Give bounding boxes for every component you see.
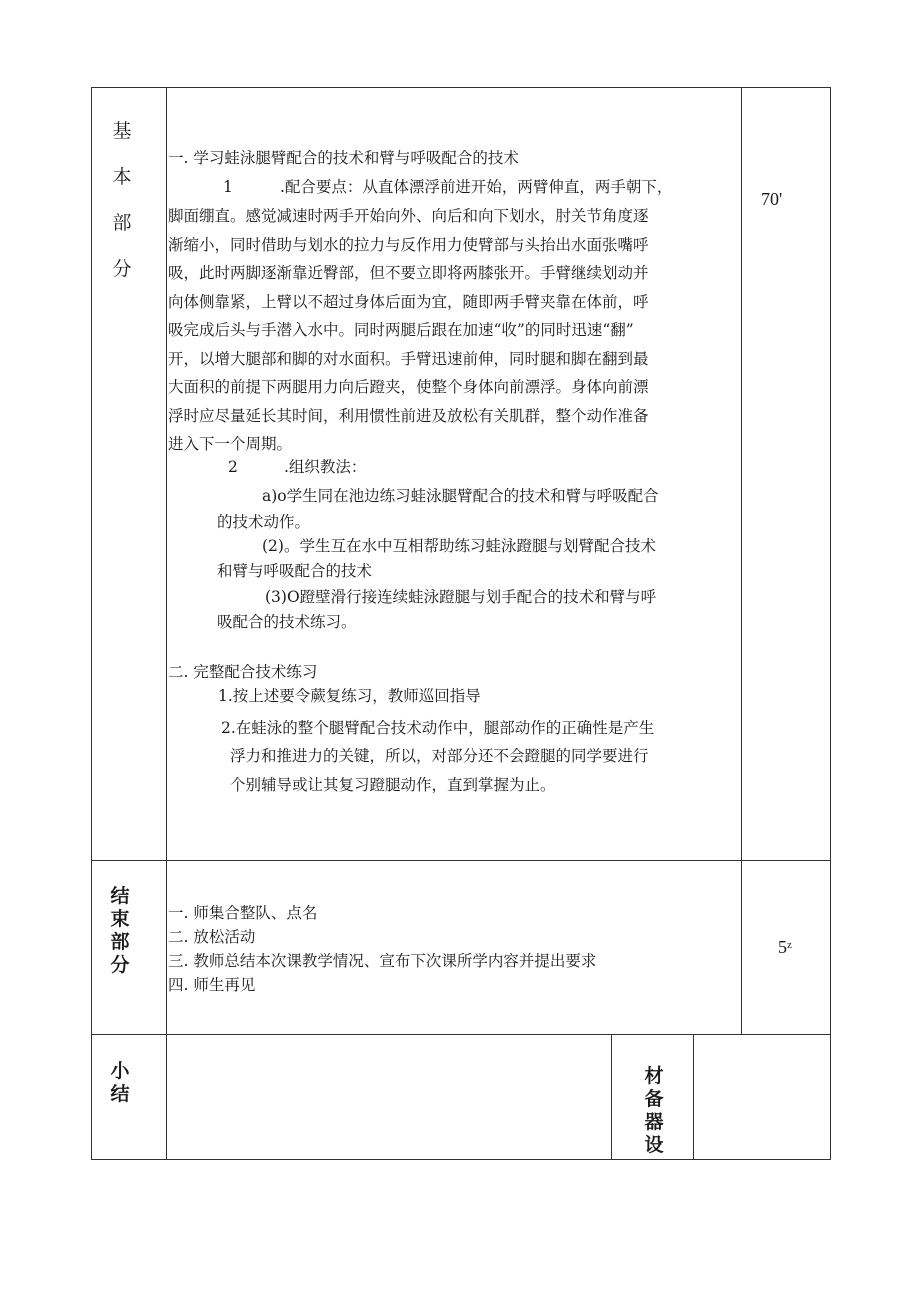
ending-item: 三. 教师总结本次课教学情况、宣布下次课所学内容并提出要求 bbox=[168, 952, 597, 970]
label-char: 基 bbox=[112, 120, 132, 142]
para-1-line: 开，以增大腿部和脚的对水面积。手臂迅速前伸，同时腿和脚在翻到最 bbox=[168, 350, 649, 368]
summary-content bbox=[168, 1035, 611, 1160]
sub-a-line: 的技术动作。 bbox=[217, 513, 311, 531]
sub-2-line: (2)。学生互在水中互相帮助练习蛙泳蹬腿与划臂配合技术 bbox=[262, 537, 656, 555]
sub-2-line: 和臂与呼吸配合的技术 bbox=[217, 562, 373, 580]
ending-time: 5ᶻ bbox=[778, 937, 792, 957]
label-char: 备 bbox=[644, 1088, 664, 1110]
para-2-1: 1.按上述要令蕨复练习，教师巡回指导 bbox=[218, 687, 481, 705]
para-2-2-line: 浮力和推进力的关键，所以，对部分还不会蹬腿的同学要进行 bbox=[230, 747, 649, 765]
lesson-table bbox=[91, 87, 831, 1160]
equipment-label bbox=[642, 1065, 666, 1157]
item-2-number: 2 bbox=[228, 458, 238, 476]
heading-1: 一. 学习蛙泳腿臂配合的技术和臂与呼吸配合的技术 bbox=[168, 149, 519, 167]
basic-section-content bbox=[168, 88, 740, 858]
ending-item: 一. 师集合整队、点名 bbox=[168, 904, 318, 922]
sub-a-line: a)o学生同在池边练习蛙泳腿臂配合的技术和臂与呼吸配合 bbox=[262, 487, 659, 505]
sub-3-line: 吸配合的技术练习。 bbox=[217, 613, 357, 631]
para-1-line: .配合要点：从直体漂浮前进开始，两臂伸直，两手朝下， bbox=[280, 178, 673, 196]
item-1-number: 1 bbox=[223, 178, 233, 196]
divider-label-column bbox=[166, 88, 167, 1160]
para-2-2-line: 2.在蛙泳的整个腿臂配合技术动作中，腿部动作的正确性是产生 bbox=[221, 719, 655, 737]
ending-section-label bbox=[108, 885, 132, 977]
label-char: 器 bbox=[644, 1111, 664, 1133]
label-char: 部 bbox=[110, 931, 130, 953]
para-2-2-line: 个别辅导或让其复习蹬腿动作，直到掌握为止。 bbox=[230, 776, 556, 794]
para-1-line: 渐缩小，同时借助与划水的拉力与反作用力使臂部与头抬出水面张嘴呼 bbox=[168, 236, 649, 254]
para-1-line: 吸完成后头与手潜入水中。同时两腿后跟在加速“收”的同时迅速“翻” bbox=[168, 321, 634, 339]
label-char: 小 bbox=[110, 1060, 130, 1082]
label-char: 分 bbox=[112, 258, 132, 280]
ending-section-content bbox=[168, 860, 740, 1034]
para-1-line: 大面积的前提下两腿用力向后蹬夹，使整个身体向前漂浮。身体向前漂 bbox=[168, 378, 649, 396]
label-char: 设 bbox=[644, 1134, 664, 1156]
basic-section-label bbox=[110, 108, 134, 292]
equipment-content bbox=[694, 1035, 830, 1160]
label-char: 束 bbox=[110, 908, 130, 930]
label-char: 分 bbox=[110, 954, 130, 976]
summary-section-label bbox=[108, 1060, 132, 1106]
basic-time: 70' bbox=[761, 189, 783, 209]
heading-2: 二. 完整配合技术练习 bbox=[168, 663, 318, 681]
sub-3-line: (3)O蹬壁滑行接连续蛙泳蹬腿与划手配合的技术和臂与呼 bbox=[265, 588, 657, 606]
divider-time-column bbox=[741, 88, 742, 1035]
label-char: 材 bbox=[644, 1065, 664, 1087]
para-1-line: 浮时应尽量延长其时间，利用惯性前进及放松有关肌群，整个动作准备 bbox=[168, 407, 649, 425]
ending-item: 二. 放松活动 bbox=[168, 928, 256, 946]
ending-item: 四. 师生再见 bbox=[168, 976, 256, 994]
divider-equipment-left bbox=[611, 1034, 612, 1160]
label-char: 结 bbox=[110, 1083, 130, 1105]
label-char: 部 bbox=[112, 212, 132, 234]
para-1-line: 向体侧靠紧，上臂以不超过身体后面为宜，随即两手臂夹靠在体前，呼 bbox=[168, 293, 649, 311]
para-1-line: 进入下一个周期。 bbox=[168, 435, 293, 453]
label-char: 结 bbox=[110, 885, 130, 907]
para-1-line: 脚面绷直。感觉减速时两手开始向外、向后和向下划水，肘关节角度逐 bbox=[168, 207, 649, 225]
label-char: 本 bbox=[112, 166, 132, 188]
para-1-line: 吸，此时两脚逐渐靠近臀部，但不要立即将两膝张开。手臂继续划动并 bbox=[168, 264, 649, 282]
item-2-text: .组织教法： bbox=[284, 458, 367, 476]
